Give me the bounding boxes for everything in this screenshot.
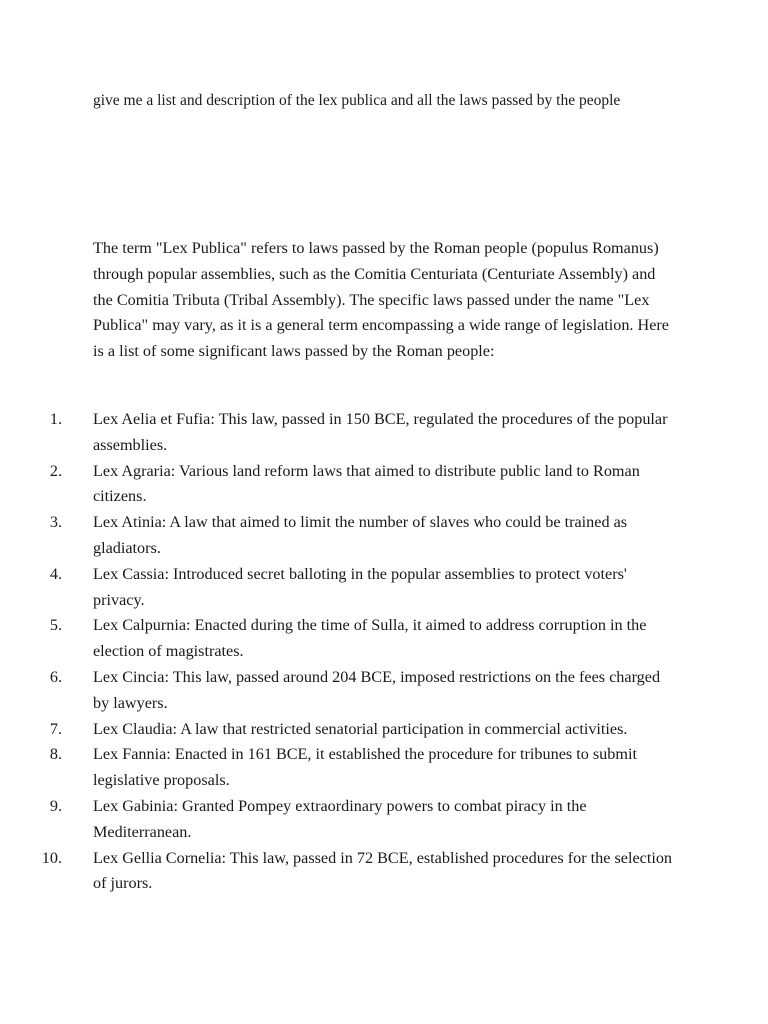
law-item [0,665,678,717]
law-number: 10. [41,848,62,867]
law-text: Lex Gellia Cornelia: This law, passed in 72 BCE, established procedures for the selection of jurors. [93,848,673,893]
law-item [0,562,678,614]
answer-intro-paragraph: The term "Lex Publica" refers to laws passed by the Roman people (populus Romanus) through popular assemblies, such as the Comitia Centuriata (Centuriate Assembly) and the Comitia Tributa (Tribal Assembly). The specific laws passed under the name "Lex Publica" may vary, as it is a general term encompassing a wide range of legislation. Here is a list of some significant laws passed by the Roman people: [93,239,669,361]
law-text: Lex Calpurnia: Enacted during the time of Sulla, it aimed to address corruption in the election of magistrates. [93,616,647,661]
law-item [0,742,678,794]
law-text: Lex Atinia: A law that aimed to limit the number of slaves who could be trained as gladiators. [93,513,628,557]
law-number: 4. [49,564,62,583]
law-text: Lex Claudia: A law that restricted senatorial participation in commercial activities. [93,719,628,738]
law-item [0,459,678,511]
law-text: Lex Agraria: Various land reform laws that aimed to distribute public land to Roman citizens. [93,461,640,506]
law-text: Lex Cassia: Introduced secret balloting in the popular assemblies to protect voters' privacy. [93,564,627,609]
law-number: 6. [49,667,62,686]
law-text: Lex Cincia: This law, passed around 204 BCE, imposed restrictions on the fees charged by lawyers. [93,667,661,712]
law-number: 8. [49,745,62,764]
law-number: 7. [49,719,62,738]
law-text: Lex Fannia: Enacted in 161 BCE, it established the procedure for tribunes to submit legislative proposals. [93,745,637,790]
law-text: Lex Aelia et Fufia: This law, passed in 150 BCE, regulated the procedures of the popular assemblies. [93,410,668,454]
law-number: 2. [49,461,62,480]
law-item [0,613,678,665]
law-number: 3. [49,513,62,532]
law-number: 5. [49,616,62,635]
law-item [0,846,678,898]
law-number: 9. [49,796,62,815]
law-item [0,510,678,562]
law-item [0,794,678,846]
user-prompt: give me a list and description of the lex publica and all the laws passed by the people [93,92,621,109]
law-text: Lex Gabinia: Granted Pompey extraordinary powers to combat piracy in the Mediterranean. [93,796,587,841]
law-item [0,407,678,459]
law-number: 1. [49,410,62,428]
law-item [0,717,678,743]
law-list [0,407,768,897]
